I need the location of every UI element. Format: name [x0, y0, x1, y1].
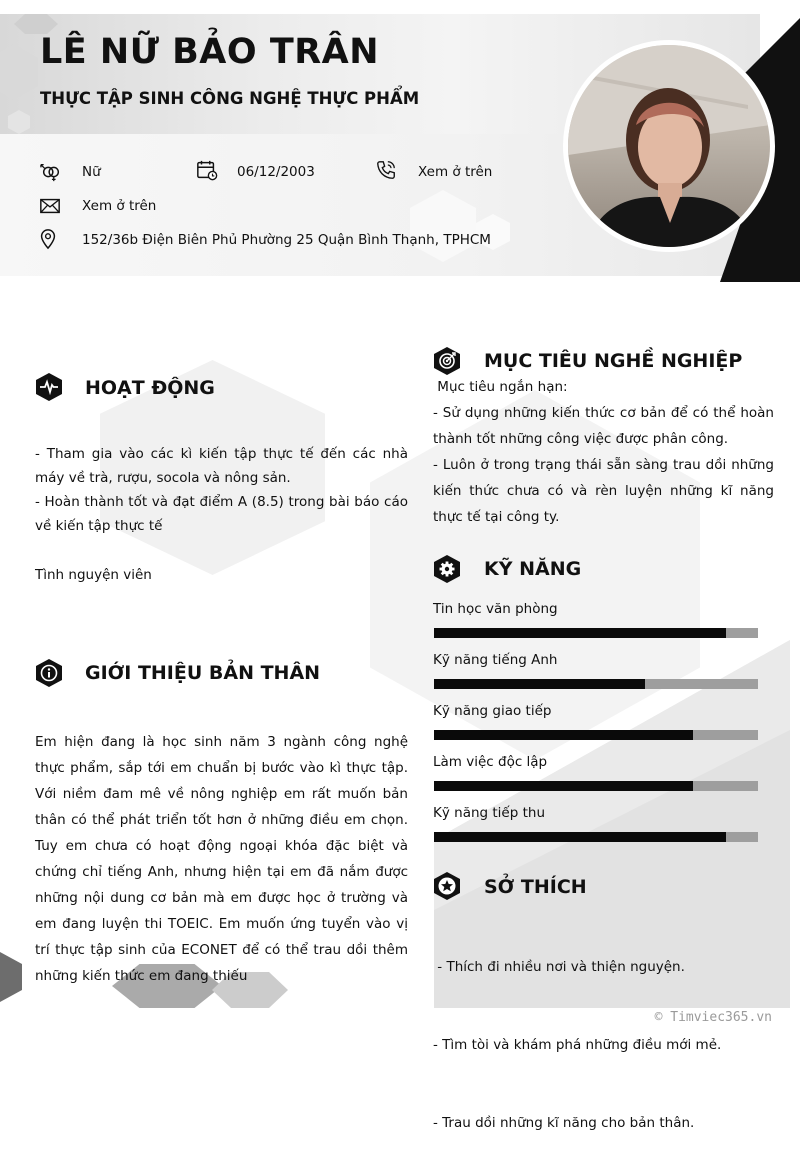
info-icon	[35, 658, 63, 688]
candidate-title: THỰC TẬP SINH CÔNG NGHỆ THỰC PHẨM	[40, 89, 420, 108]
skill-bar-fill	[434, 781, 693, 791]
skill-label: Làm việc độc lập	[433, 754, 548, 770]
objective-subtitle: Mục tiêu ngắn hạn:	[433, 379, 568, 395]
hobby-item: - Trau dồi những kĩ năng cho bản thân.	[433, 1115, 695, 1131]
activities-title: HOẠT ĐỘNG	[85, 377, 215, 399]
skill-bar-fill	[434, 628, 726, 638]
phone-icon	[375, 159, 397, 181]
email-value: Xem ở trên	[82, 198, 157, 214]
volunteer-text: Tình nguyện viên	[35, 567, 152, 583]
birthday-value: 06/12/2003	[237, 164, 315, 180]
skill-label: Kỹ năng tiếp thu	[433, 805, 545, 821]
phone-value: Xem ở trên	[418, 164, 493, 180]
skill-bar-fill	[434, 679, 645, 689]
gender-icon	[40, 161, 62, 183]
skill-label: Tin học văn phòng	[433, 601, 558, 617]
address-value: 152/36b Điện Biên Phủ Phường 25 Quận Bình Thạnh, TPHCM	[82, 232, 491, 248]
candidate-name: LÊ NỮ BẢO TRÂN	[40, 32, 380, 72]
hobbies-list	[433, 902, 774, 1162]
location-icon	[37, 228, 59, 250]
hobbies-title: SỞ THÍCH	[484, 876, 587, 898]
activity-item: - Tham gia vào các kì kiến tập thực tế đến các nhà máy về trà, rượu, socola và nông sản.	[35, 446, 408, 486]
skill-bar	[434, 679, 758, 689]
hobby-item: - Thích đi nhiều nơi và thiện nguyện.	[433, 959, 685, 975]
gender-value: Nữ	[82, 164, 101, 180]
skill-bar	[434, 730, 758, 740]
skill-bar-fill	[434, 832, 726, 842]
watermark: © Timviec365.vn	[654, 1010, 772, 1025]
decor-left-triangle	[0, 952, 22, 1002]
objective-item: - Sử dụng những kiến thức cơ bản để có thể hoàn thành tốt những công việc được phân công.	[433, 405, 774, 447]
email-icon	[39, 195, 61, 217]
skill-bar	[434, 628, 758, 638]
star-icon	[433, 871, 461, 901]
calendar-icon	[196, 159, 218, 181]
target-icon	[433, 346, 461, 376]
avatar	[568, 45, 770, 247]
gear-icon	[433, 554, 461, 584]
skill-bar	[434, 832, 758, 842]
activities-list	[35, 442, 408, 538]
objective-list	[433, 400, 774, 530]
about-title: GIỚI THIỆU BẢN THÂN	[85, 662, 321, 684]
skill-bar	[434, 781, 758, 791]
skill-label: Kỹ năng giao tiếp	[433, 703, 552, 719]
hobby-item: - Tìm tòi và khám phá những điều mới mẻ.	[433, 1037, 722, 1053]
skill-label: Kỹ năng tiếng Anh	[433, 652, 558, 668]
objective-title: MỤC TIÊU NGHỀ NGHIỆP	[484, 350, 743, 372]
avatar-portrait	[568, 45, 770, 247]
skills-title: KỸ NĂNG	[484, 558, 582, 580]
pulse-icon	[35, 372, 63, 402]
skill-bar-fill	[434, 730, 693, 740]
activity-item: - Hoàn thành tốt và đạt điểm A (8.5) trong bài báo cáo về kiến tập thực tế	[35, 494, 408, 534]
objective-item: - Luôn ở trong trạng thái sẵn sàng trau dồi những kiến thức chưa có và rèn luyện những kĩ năng thực tế tại công ty.	[433, 457, 774, 525]
about-text: Em hiện đang là học sinh năm 3 ngành công nghệ thực phẩm, sắp tới em chuẩn bị bước vào kì thực tập. Với niềm đam mê về nông nghiệp em rất muốn bản thân có thể phát triển tốt hơn ở những điều em chọn. Tuy em chưa có hoạt động ngoại khóa đặc biệt và chứng chỉ tiếng Anh, nhưng hiện tại em đã nắm được những nội dung cơ bản mà em được học ở trường và em đang luyện thi TOEIC. Em muốn ứng tuyển vào vị trí thực tập sinh của ECONET để có thể trau dồi thêm những kiến thức em đang thiếu	[35, 734, 408, 984]
